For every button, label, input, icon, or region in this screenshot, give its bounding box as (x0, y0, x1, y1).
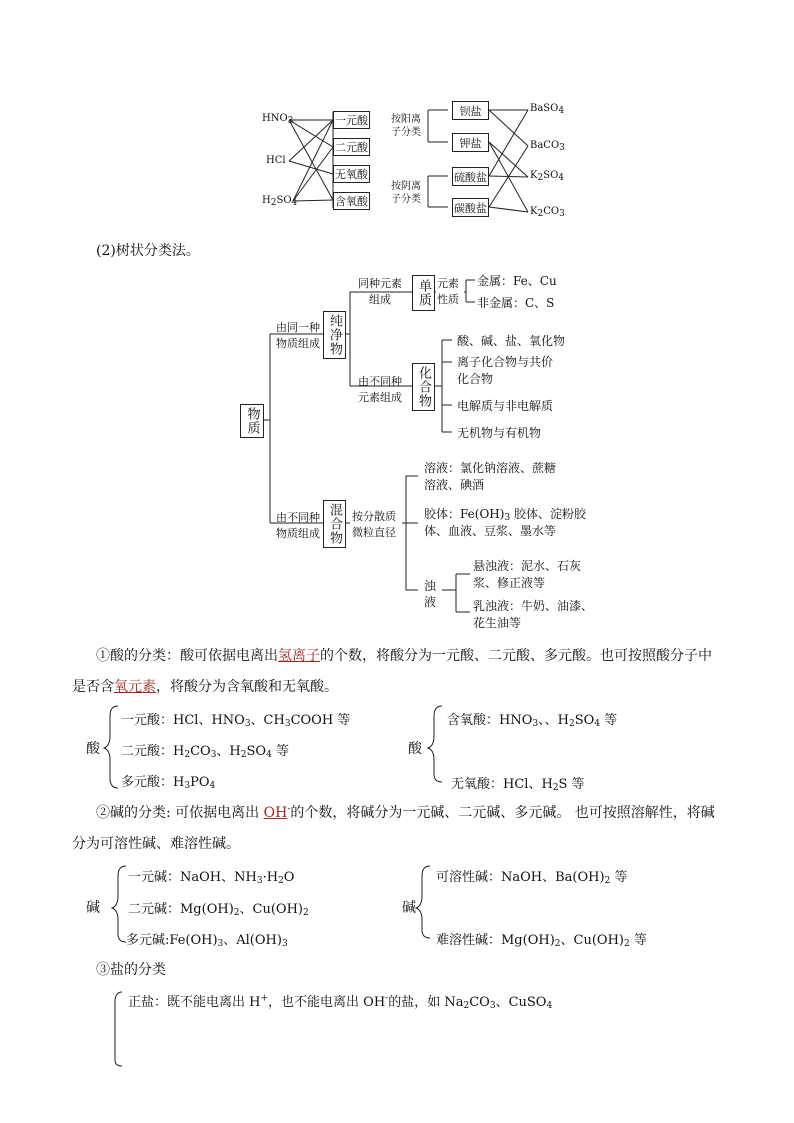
acid-monobasic: 一元酸：HCl、$HNO_3$、$CH_3COOH$ 等 (121, 713, 351, 729)
acid-hno3: $HNO_3$ (262, 113, 294, 126)
cation-classify-label: 按阳离 子分类 (391, 114, 421, 138)
compound-item-acid-base: 酸、碱、盐、氧化物 (457, 334, 566, 348)
tree-root-matter: 物质 (240, 404, 264, 438)
acid-hcl: HCl (266, 155, 286, 166)
salt-normal: 正盐：既不能电离出 H+，也不能电离出 OH-的盐，如 $Na_2CO_3$、CuSO$_4$ (128, 993, 553, 1011)
turbid-suspension: 悬浊液：泥水、石灰 浆、修正液等 (473, 559, 582, 590)
compound-item-electrolyte: 电解质与非电解质 (457, 399, 554, 413)
base-para-line2: 分为可溶性碱、难溶性碱。 (72, 836, 240, 852)
acid-right-label: 酸 (408, 741, 422, 757)
acid-type-monobasic: 一元酸 (333, 111, 370, 129)
base-diacidic: 二元碱：$Mg(OH)_2$、$Cu(OH)_2$ (128, 902, 309, 918)
acid-polybasic: 多元酸：$H_3PO_4$ (121, 775, 216, 791)
salt-k2so4: $K_2SO_4$ (530, 170, 565, 183)
base-polyacidic: 多元碱$:Fe(OH)_3$、$Al(OH)_3$ (126, 933, 288, 949)
same-element-label: 同种元素 组成 (358, 277, 402, 306)
acid-dibasic: 二元酸：$H_2CO_3$、$H_2SO_4$ 等 (121, 744, 289, 760)
salt-type-carbonate: 碳酸盐 (452, 198, 489, 217)
anion-classify-label: 按阴离 子分类 (391, 181, 421, 205)
acid-h2so4: $H_2SO_4$ (262, 195, 298, 208)
element-property-label: 元素 性质 (437, 277, 459, 306)
salt-type-barium: 钡盐 (452, 101, 489, 120)
disperse-label: 按分散质 微粒直径 (352, 510, 396, 539)
base-left-label: 碱 (86, 900, 100, 916)
acid-type-anoxic: 无氧酸 (333, 165, 370, 183)
salt-type-potassium: 钾盐 (452, 133, 489, 152)
compound-item-organic: 无机物与有机物 (457, 426, 542, 440)
acid-right-brace (428, 706, 442, 782)
base-right-brace (416, 866, 430, 938)
branch-pure-label: 由同一种 物质组成 (276, 321, 320, 350)
salt-brace (115, 992, 122, 1066)
tree-simple-substance: 单质 (412, 275, 435, 311)
base-soluble: 可溶性碱：NaOH、$Ba(OH)_2$ 等 (436, 870, 628, 886)
base-left-brace (112, 866, 126, 942)
salt-baso4: BaSO$_4$ (530, 103, 565, 116)
acid-para-line2: 是否含氧元素，将酸分为含氧酸和无氧酸。 (72, 679, 338, 695)
simple-nonmetal: 非金属：C、S (477, 296, 555, 310)
salt-type-sulfate: 硫酸盐 (452, 167, 489, 186)
compound-item-ionic: 离子化合物与共价 化合物 (457, 355, 554, 386)
base-monoacidic: 一元碱：NaOH、$NH_3\cdot H_2O$ (128, 870, 295, 886)
acid-left-brace (104, 706, 118, 788)
section2-title: (2)树状分类法。 (96, 243, 200, 259)
salt-k2co3: $K_2CO_3$ (530, 206, 565, 219)
acid-type-oxy: 含氧酸 (333, 192, 370, 210)
turbid-emulsion: 乳浊液：牛奶、油漆、 花生油等 (473, 599, 594, 630)
tree-pure-substance: 纯净物 (323, 311, 346, 359)
branch-mix-label: 由不同种 物质组成 (276, 511, 320, 540)
acid-left-label: 酸 (86, 741, 100, 757)
base-para-line1: ②碱的分类: 可依据电离出 OH-的个数，将碱分为一元碱、二元碱、多元碱。 也可按照溶解性，将碱 (96, 804, 715, 821)
acid-oxyacid: 含氧酸：$HNO_3$、、$H_2SO_4$ 等 (447, 713, 618, 729)
acid-anoxic: 无氧酸：HCl、$H_2S$ 等 (451, 777, 585, 793)
base-right-label: 碱 (402, 900, 416, 916)
salt-title: ③盐的分类 (96, 962, 166, 978)
simple-metal: 金属：Fe、Cu (477, 274, 557, 288)
salt-baco3: BaCO$_3$ (530, 140, 565, 153)
diff-element-label: 由不同种 元素组成 (358, 375, 402, 404)
base-insoluble: 难溶性碱：$Mg(OH)_2$、$Cu(OH)_2$ 等 (436, 933, 647, 949)
mixture-solution: 溶液：氯化钠溶液、蔗糖 溶液、碘酒 (424, 461, 557, 492)
tree-mixture: 混合物 (323, 500, 346, 548)
tree-compound: 化合物 (412, 363, 435, 411)
mixture-turbid: 浊液 (424, 579, 437, 609)
acid-type-dibasic: 二元酸 (333, 138, 370, 156)
mixture-colloid: 胶体：$Fe(OH)_3$ 胶体、淀粉胶 体、血液、豆浆、墨水等 (424, 507, 587, 538)
acid-para-line1: ①酸的分类：酸可依据电离出氢离子的个数，将酸分为一元酸、二元酸、多元酸。也可按照酸分子中 (96, 648, 712, 664)
